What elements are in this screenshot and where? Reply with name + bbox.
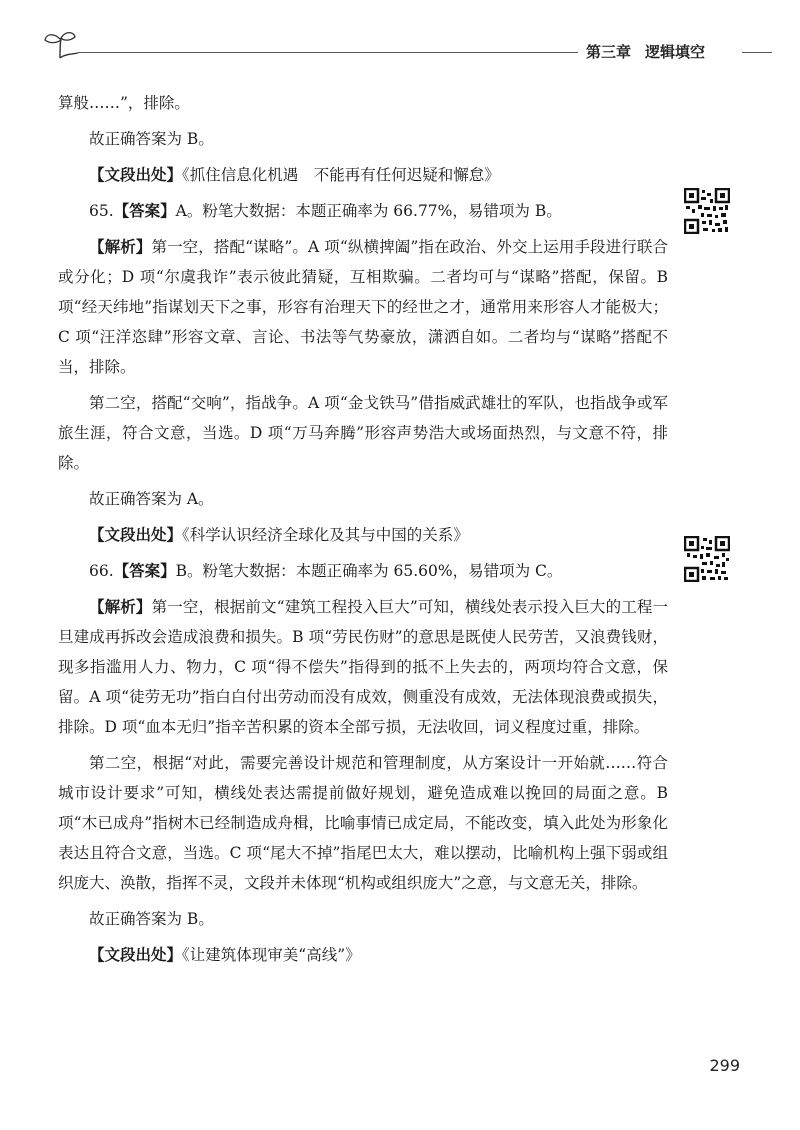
question-number: 65. — [89, 202, 114, 220]
source-tag: 【文段出处】 — [89, 526, 183, 544]
question-number: 66. — [89, 562, 114, 580]
source-tag: 【文段出处】 — [89, 946, 183, 964]
answer-tag: 【答案】 — [113, 562, 176, 580]
analysis-text: 第一空，根据前文“建筑工程投入巨大”可知，横线处表示投入巨大的工程一旦建成再拆改会造成浪费和损失。B 项“劳民伤财”的意思是既使人民劳苦，又浪费钱财，现多指滥用人力、物力，C 项“得不偿失”指得到的抵不上失去的，两项均符合文意，保留。A 项“徒劳无功”指白白付出劳动而没有成效，侧重没有成效，无法体现浪费或损失，排除。D 项“血本无归”指辛苦积累的资本全部亏损，无法收回，词义程度过重，排除。 — [58, 598, 668, 736]
answer-text: B。粉笔大数据：本题正确率为 65.60%，易错项为 C。 — [175, 562, 563, 580]
sprout-icon — [40, 28, 80, 60]
chapter-name: 逻辑填空 — [645, 43, 706, 61]
header-rule-right — [742, 52, 772, 53]
paragraph: 第二空，搭配“交响”，指战争。A 项“金戈铁马”借指威武雄壮的军队，也指战争或军旅生涯，符合文意，当选。D 项“万马奔腾”形容声势浩大或场面热烈，与文意不符，排除。 — [58, 394, 668, 472]
source-line — [58, 160, 668, 190]
analysis-tag: 【解析】 — [89, 598, 152, 616]
source-tag: 【文段出处】 — [89, 166, 183, 184]
paragraph: 故正确答案为 A。 — [89, 490, 214, 508]
page-header — [0, 0, 800, 80]
source-title: 《让建筑体现审美“高线”》 — [182, 946, 361, 964]
answer-tag: 【答案】 — [113, 202, 176, 220]
source-line — [58, 940, 668, 970]
answer-text: A。粉笔大数据：本题正确率为 66.77%，易错项为 B。 — [175, 202, 562, 220]
paragraph: 第二空，根据“对此，需要完善设计规范和管理制度，从方案设计一开始就……符合城市设计要求”可知，横线处表达需提前做好规划，避免造成难以挽回的局面之意。B 项“木已成舟”指树木已经制造成舟楫，比喻事情已成定局，不能改变，填入此处为形象化表达且符合文意，当选。C 项“尾大不掉”指尾巴太大，难以摆动，比喻机构上强下弱或组织庞大、涣散，指挥不灵，文段并未体现“机构或组织庞大”之意，与文意无关，排除。 — [58, 754, 668, 892]
source-title: 《抓住信息化机遇 不能再有任何迟疑和懈怠》 — [182, 166, 500, 184]
answer-line — [58, 196, 668, 226]
chapter-title — [586, 40, 736, 64]
source-title: 《科学认识经济全球化及其与中国的关系》 — [182, 526, 469, 544]
paragraph: 故正确答案为 B。 — [89, 130, 214, 148]
qr-code-icon[interactable] — [684, 536, 730, 582]
analysis-tag: 【解析】 — [89, 238, 152, 256]
header-rule-left — [78, 52, 578, 53]
answer-line — [58, 556, 668, 586]
qr-code-icon[interactable] — [684, 188, 730, 234]
analysis-text: 第一空，搭配“谋略”。A 项“纵横捭阖”指在政治、外交上运用手段进行联合或分化；D 项“尔虞我诈”表示彼此猜疑，互相欺骗。二者均可与“谋略”搭配，保留。B 项“经天纬地”指谋划天下之事，形容有治理天下的经世之才，通常用来形容人才能极大；C 项“汪洋恣肆”形容文章、言论、书法等气势豪放，潇洒自如。二者均与“谋略”搭配不当，排除。 — [58, 238, 668, 376]
page-number: 299 — [709, 1056, 740, 1075]
paragraph: 算般……”，排除。 — [58, 94, 190, 112]
analysis-paragraph — [58, 232, 668, 382]
paragraph: 故正确答案为 B。 — [89, 910, 214, 928]
source-line — [58, 520, 668, 550]
chapter-number: 第三章 — [586, 43, 632, 61]
page-body — [58, 88, 668, 976]
analysis-paragraph — [58, 592, 668, 742]
